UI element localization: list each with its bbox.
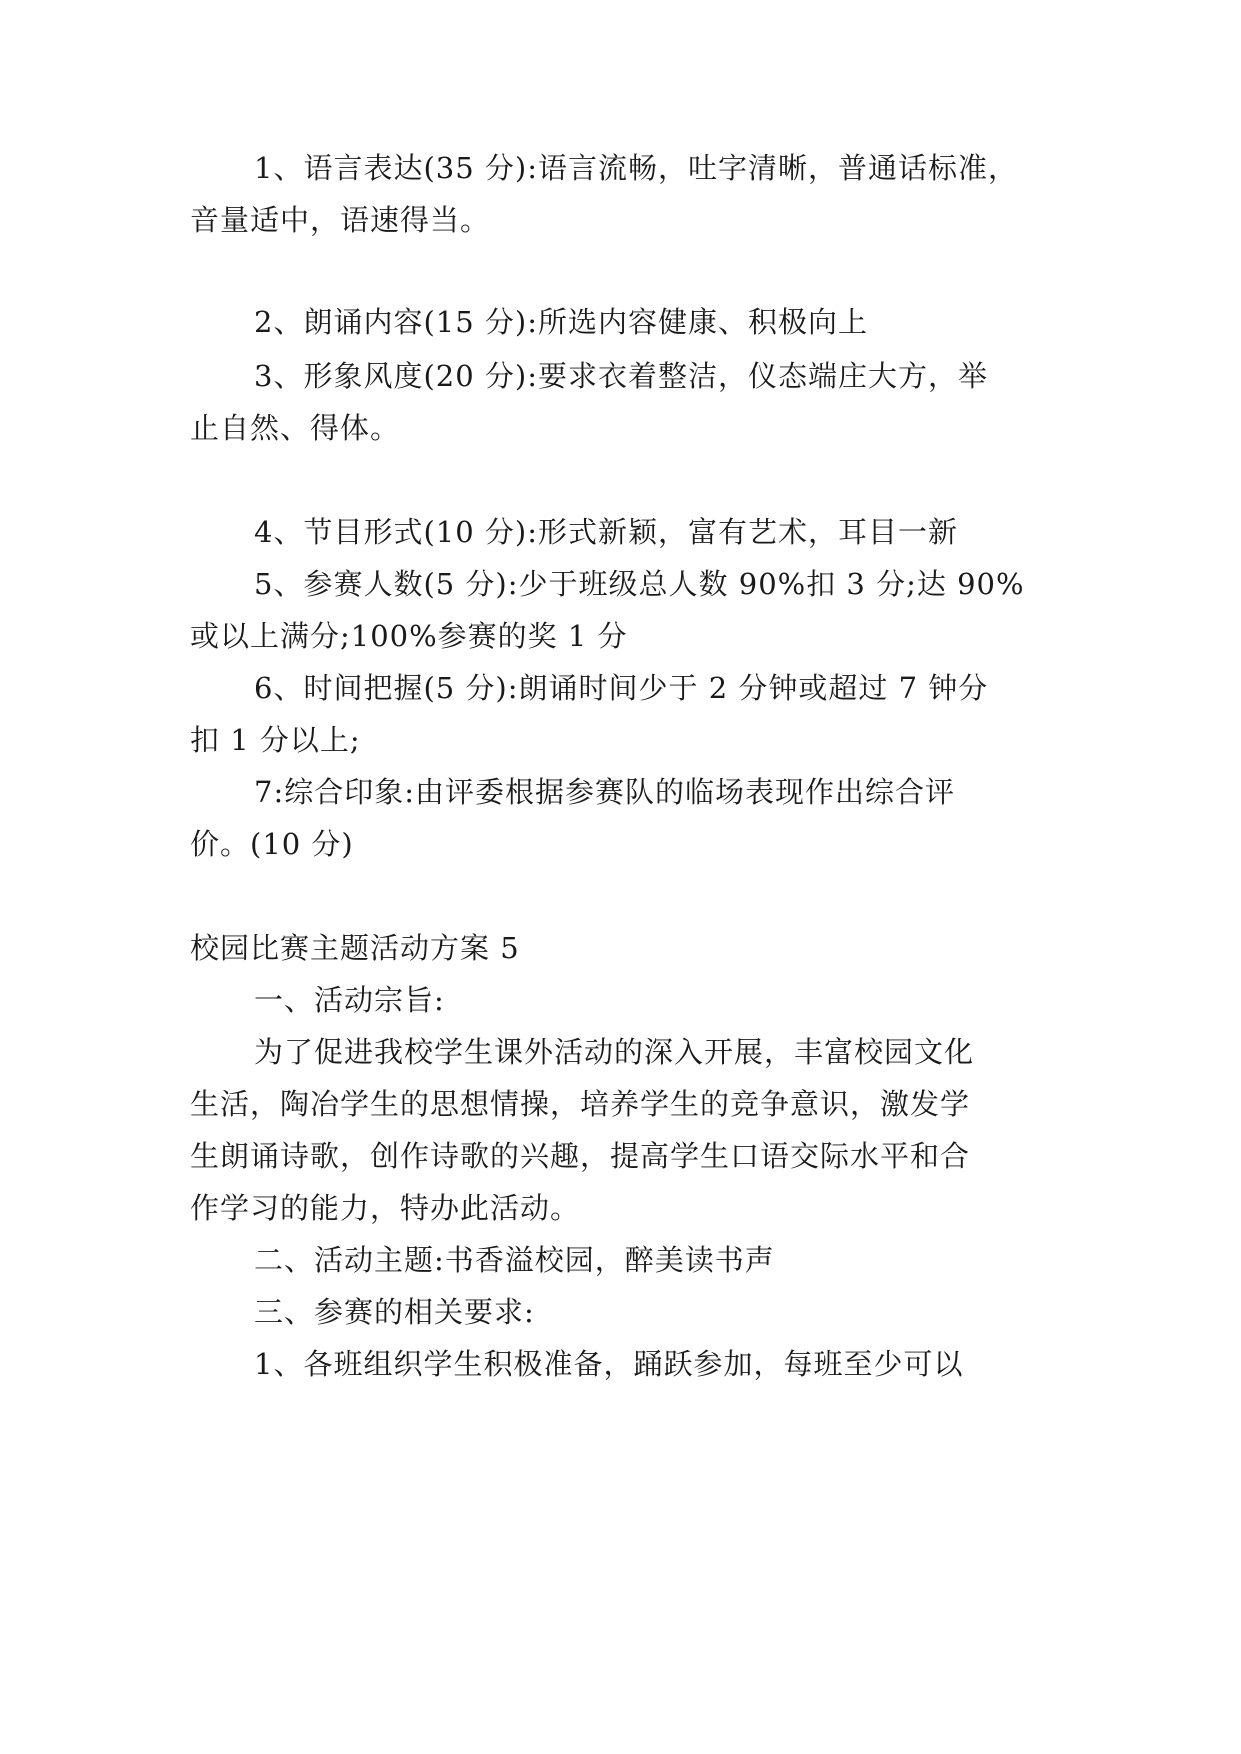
purpose-line-4: 作学习的能力，特办此活动。	[190, 1191, 581, 1225]
theme-line: 二、活动主题:书香溢校园，醉美读书声	[254, 1243, 775, 1277]
purpose-heading: 一、活动宗旨:	[254, 983, 445, 1017]
requirements-heading: 三、参赛的相关要求:	[254, 1295, 535, 1329]
criterion-7-line-1: 7:综合印象:由评委根据参赛队的临场表现作出综合评	[254, 775, 955, 809]
section-title: 校园比赛主题活动方案 5	[190, 931, 520, 965]
purpose-line-1: 为了促进我校学生课外活动的深入开展，丰富校园文化	[254, 1035, 975, 1069]
criterion-3-line-2: 止自然、得体。	[190, 411, 401, 445]
criterion-5-line-2: 或以上满分;100%参赛的奖 1 分	[190, 619, 628, 653]
criterion-2-line-1: 2、朗诵内容(15 分):所选内容健康、积极向上	[254, 305, 868, 339]
criterion-6-line-2: 扣 1 分以上;	[190, 723, 361, 757]
criterion-4-line-1: 4、节目形式(10 分):形式新颖，富有艺术，耳目一新	[254, 515, 958, 549]
criterion-6-line-1: 6、时间把握(5 分):朗诵时间少于 2 分钟或超过 7 钟分	[254, 671, 989, 705]
criterion-1-line-1: 1、语言表达(35 分):语言流畅，吐字清晰，普通话标准，	[254, 151, 1018, 185]
purpose-line-3: 生朗诵诗歌，创作诗歌的兴趣，提高学生口语交际水平和合	[190, 1139, 971, 1173]
criterion-1-line-2: 音量适中，语速得当。	[190, 203, 491, 237]
criterion-5-line-1: 5、参赛人数(5 分):少于班级总人数 90%扣 3 分;达 90%	[254, 567, 1025, 601]
requirement-1-line: 1、各班组织学生积极准备，踊跃参加，每班至少可以	[254, 1347, 964, 1381]
criterion-3-line-1: 3、形象风度(20 分):要求衣着整洁，仪态端庄大方，举	[254, 359, 988, 393]
purpose-line-2: 生活，陶冶学生的思想情操，培养学生的竞争意识，激发学	[190, 1087, 971, 1121]
criterion-7-line-2: 价。(10 分)	[190, 827, 354, 861]
